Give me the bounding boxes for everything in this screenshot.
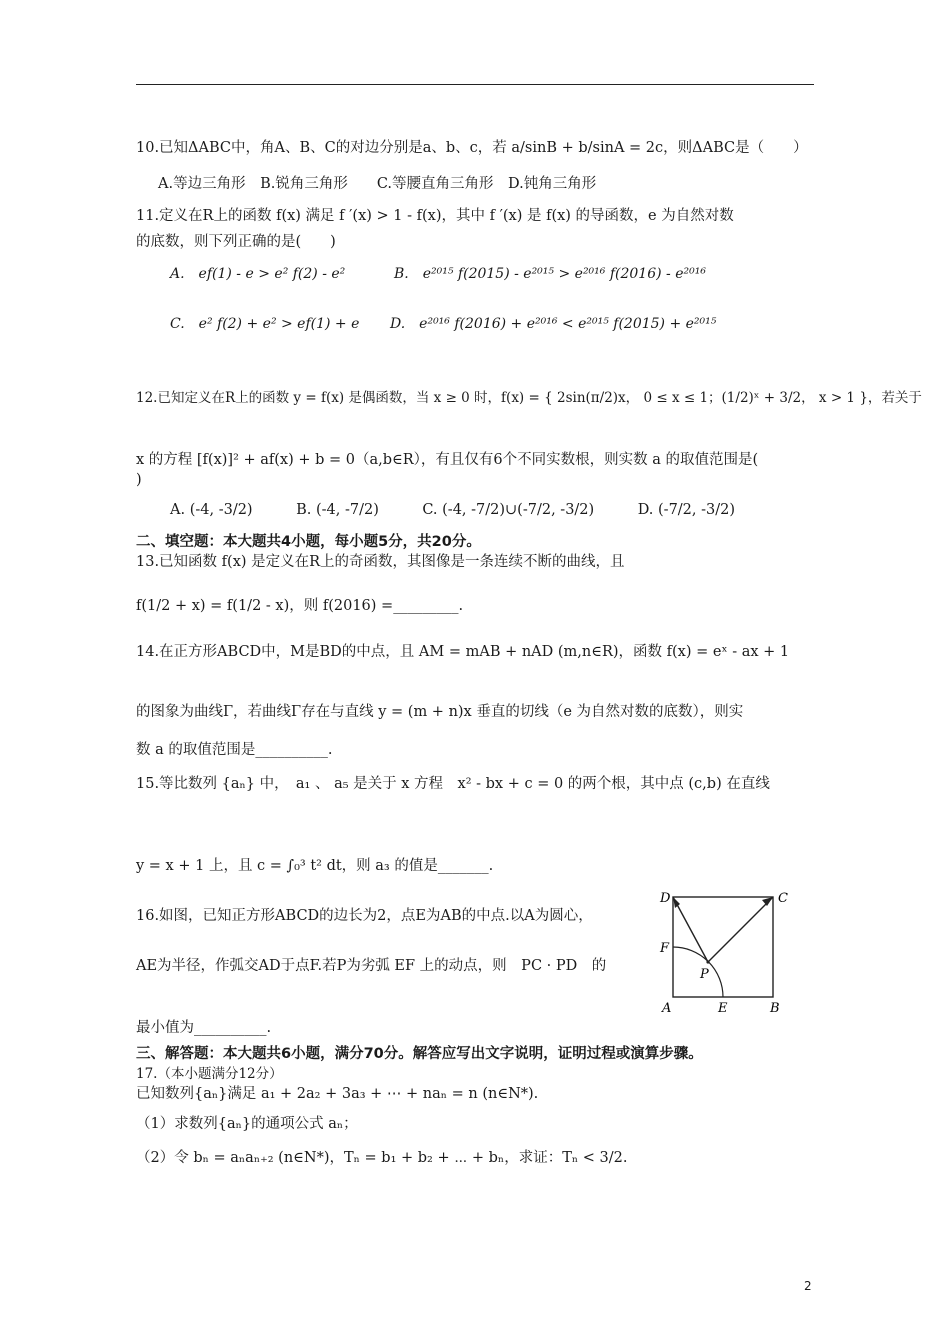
- q11-option-c: C. e² f(2) + e² > ef(1) + e: [170, 316, 360, 332]
- q10-stem: 10.已知ΔABC中，角A、B、C的对边分别是a、b、c，若 a/sinB + b/sinA = 2c，则ΔABC是（ ）: [136, 140, 808, 156]
- page-number: 2: [804, 1279, 812, 1293]
- square-figure: [648, 884, 798, 1014]
- label-a: A: [662, 1001, 672, 1014]
- q15-line-2: y = x + 1 上，且 c = ∫₀³ t² dt，则 a₃ 的值是_______.: [136, 858, 494, 874]
- q14-line-1: 14.在正方形ABCD中，M是BD的中点，且 AM = mAB + nAD (m,n∈R)，函数 f(x) = eˣ - ax + 1: [136, 644, 790, 660]
- label-d: D: [660, 891, 671, 906]
- q12-stem-1: 12.已知定义在R上的函数 y = f(x) 是偶函数，当 x ≥ 0 时，f(x) = { 2sin(π/2)x， 0 ≤ x ≤ 1；(1/2)ˣ + 3/2， x > 1 }，若关于: [136, 390, 922, 406]
- q13-line-2: f(1/2 + x) = f(1/2 - x)，则 f(2016) =_________.: [136, 598, 464, 614]
- arrowhead-c-icon: [762, 897, 773, 906]
- q12-options: A. (-4, -3/2) B. (-4, -7/2) C. (-4, -7/2)∪(-7/2, -3/2) D. (-7/2, -3/2): [170, 502, 736, 518]
- q17-heading: 17.（本小题满分12分）: [136, 1066, 283, 1082]
- header-rule: [136, 84, 814, 85]
- point-p: [706, 960, 709, 963]
- q15-line-1: 15.等比数列 {aₙ} 中， a₁ 、 a₅ 是关于 x 方程 x² - bx + c = 0 的两个根，其中点 (c,b) 在直线: [136, 776, 770, 792]
- label-c: C: [778, 891, 788, 906]
- section-3-heading: 三、解答题：本大题共6小题，满分70分。解答应写出文字说明，证明过程或演算步骤。: [136, 1046, 703, 1062]
- vector-pc: [708, 897, 773, 962]
- q12-stem-3: ): [136, 472, 142, 488]
- q11-option-b: B. e²⁰¹⁵ f(2015) - e²⁰¹⁵ > e²⁰¹⁶ f(2016) - e²⁰¹⁶: [394, 266, 706, 282]
- q11-stem-2: 的底数，则下列正确的是( ): [136, 234, 336, 250]
- q16-line-1: 16.如图，已知正方形ABCD的边长为2，点E为AB的中点.以A为圆心，: [136, 908, 593, 924]
- label-b: B: [770, 1001, 780, 1014]
- label-f: F: [660, 941, 670, 956]
- arrowhead-d-icon: [673, 897, 680, 908]
- q17-line-1: 已知数列{aₙ}满足 a₁ + 2a₂ + 3a₃ + ⋯ + naₙ = n (n∈N*).: [136, 1086, 539, 1102]
- label-p: P: [700, 967, 709, 982]
- q16-line-2: AE为半径，作弧交AD于点F.若P为劣弧 EF 上的动点，则 PC · PD 的: [136, 958, 607, 974]
- q11-option-d: D. e²⁰¹⁶ f(2016) + e²⁰¹⁶ < e²⁰¹⁵ f(2015) + e²⁰¹⁵: [390, 316, 717, 332]
- q10-options: A.等边三角形 B.锐角三角形 C.等腰直角三角形 D.钝角三角形: [158, 176, 597, 192]
- label-e: E: [718, 1001, 728, 1014]
- q14-line-2: 的图象为曲线Γ，若曲线Γ存在与直线 y = (m + n)x 垂直的切线（e 为自然对数的底数），则实: [136, 704, 744, 720]
- q17-line-3: （2）令 bₙ = aₙaₙ₊₂ (n∈N*)，Tₙ = b₁ + b₂ + ⋯ + bₙ，求证：Tₙ < 3/2.: [136, 1150, 628, 1166]
- q11-option-a: A. ef(1) - e > e² f(2) - e²: [170, 266, 346, 282]
- q16-line-3: 最小值为__________.: [136, 1020, 272, 1036]
- q11-stem-1: 11.定义在R上的函数 f(x) 满足 f ′(x) > 1 - f(x)，其中 f ′(x) 是 f(x) 的导函数，e 为自然对数: [136, 208, 734, 224]
- q17-line-2: （1）求数列{aₙ}的通项公式 aₙ；: [136, 1116, 358, 1132]
- section-2-heading: 二、填空题：本大题共4小题，每小题5分，共20分。: [136, 534, 481, 550]
- q13-line-1: 13.已知函数 f(x) 是定义在R上的奇函数，其图像是一条连续不断的曲线，且: [136, 554, 625, 570]
- q14-line-3: 数 a 的取值范围是__________.: [136, 742, 333, 758]
- vector-pd: [673, 897, 708, 962]
- q12-stem-2: x 的方程 [f(x)]² + af(x) + b = 0（a,b∈R），有且仅有6个不同实数根，则实数 a 的取值范围是(: [136, 452, 759, 468]
